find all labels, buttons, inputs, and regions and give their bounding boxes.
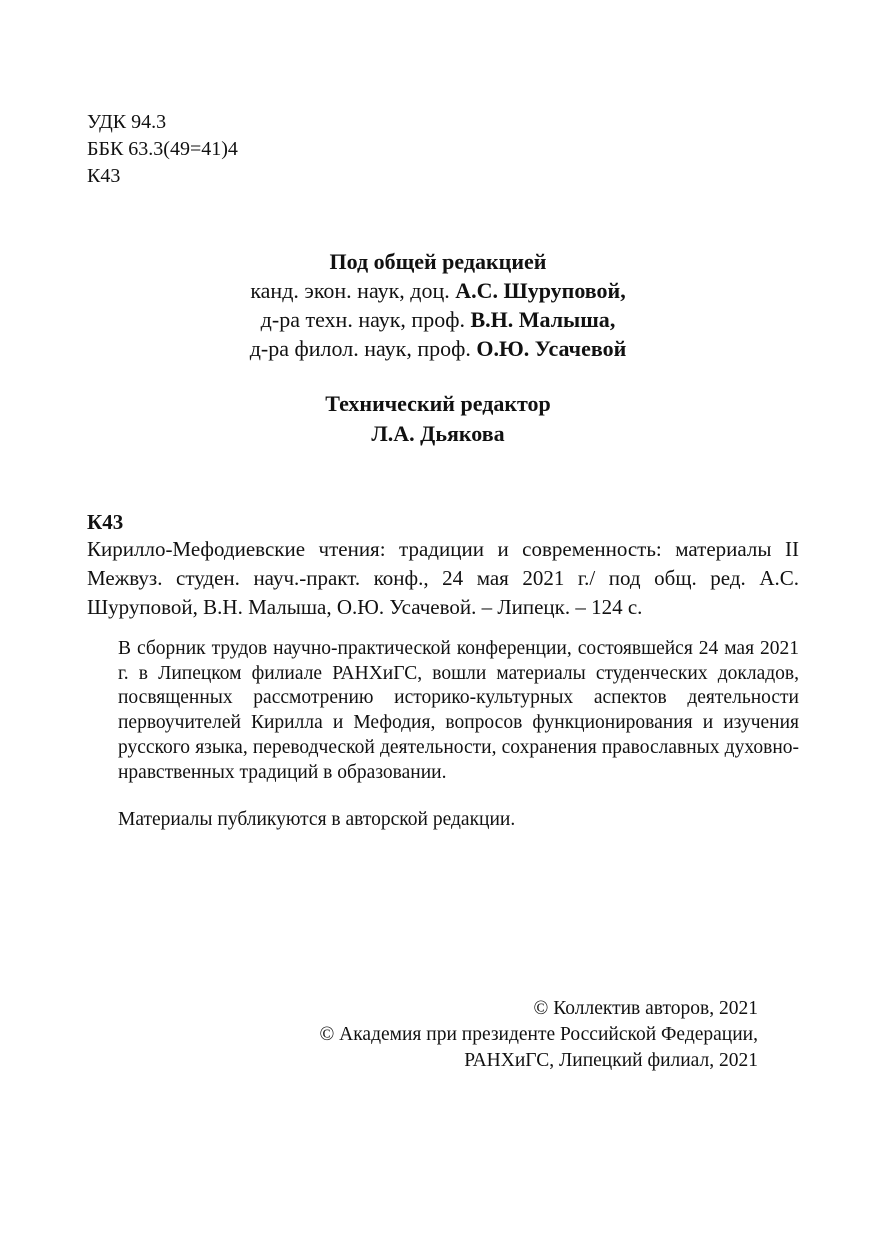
copyright-line: © Коллектив авторов, 2021 bbox=[533, 998, 758, 1019]
annotation-note: Материалы публикуются в авторской редакции. bbox=[118, 809, 516, 830]
udk-code: УДК 94.3 bbox=[87, 111, 167, 133]
bbk-code: ББК 63.3(49=41)4 bbox=[87, 138, 238, 160]
copyright-block bbox=[240, 996, 758, 1074]
editor-line: канд. экон. наук, доц. А.С. Шуруповой, bbox=[250, 278, 626, 303]
author-sign: К43 bbox=[87, 165, 121, 187]
editors-block bbox=[0, 247, 876, 363]
classification-block bbox=[87, 109, 238, 190]
technical-editor-block bbox=[0, 389, 876, 449]
editors-heading: Под общей редакцией bbox=[329, 249, 547, 274]
bibliographic-citation: Кирилло-Мефодиевские чтения: традиции и современность: материалы II Межвуз. студен. науч.-практ. конф., 24 мая 2021 г./ под общ. ред. А.С. Шуруповой, В.Н. Малыша, О.Ю. Усачевой. – Липецк. – 124 с. bbox=[87, 537, 799, 619]
editor-line: д-ра филол. наук, проф. О.Ю. Усачевой bbox=[249, 336, 627, 361]
annotation-paragraph: В сборник трудов научно-практической конференции, состоявшейся 24 мая 2021 г. в Липецком филиале РАНХиГС, вошли материалы студенческих докладов, посвященных рассмотрению историко-культурных аспектов деятельности первоучителей Кирилла и Мефодия, вопросов функционирования и изучения русского языка, переводческой деятельности, сохранения православных духовно-нравственных традиций в образовании. bbox=[118, 638, 799, 783]
technical-editor-heading: Технический редактор bbox=[325, 391, 551, 416]
editor-line: д-ра техн. наук, проф. В.Н. Малыша, bbox=[260, 307, 616, 332]
technical-editor-name: Л.А. Дьякова bbox=[371, 421, 505, 446]
copyright-line: © Академия при президенте Российской Федерации, bbox=[319, 1024, 758, 1045]
copyright-line: РАНХиГС, Липецкий филиал, 2021 bbox=[464, 1050, 758, 1071]
citation-sign: К43 bbox=[87, 510, 124, 534]
